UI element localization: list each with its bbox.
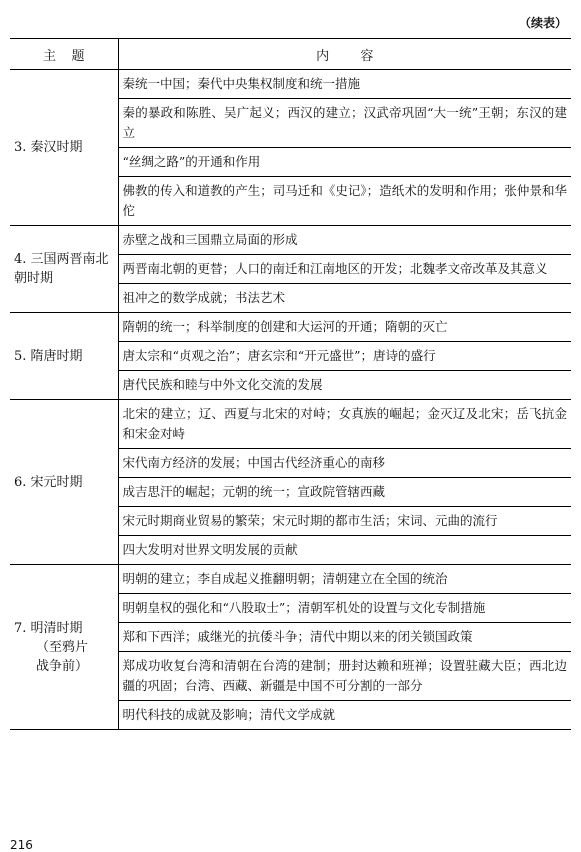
topic-cell — [10, 313, 118, 400]
table-row — [10, 226, 571, 255]
topic-line: 3. 秦汉时期 — [14, 140, 83, 155]
content-cell: “丝绸之路”的开通和作用 — [118, 148, 571, 177]
table-row — [10, 565, 571, 594]
content-cell: 明朝的建立；李自成起义推翻明朝；清朝建立在全国的统治 — [118, 565, 571, 594]
content-cell: 郑和下西洋；戚继光的抗倭斗争；清代中期以来的闭关锁国政策 — [118, 623, 571, 652]
table-row — [10, 400, 571, 449]
header-content: 内容 — [118, 39, 571, 70]
topic-line: 战争前） — [36, 658, 89, 674]
topic-cell — [10, 226, 118, 313]
content-cell: 明代科技的成就及影响；清代文学成就 — [118, 701, 571, 730]
topic-line: 朝时期 — [14, 271, 54, 286]
topic-line: （至鸦片 — [36, 639, 89, 655]
topics-table — [10, 38, 571, 730]
content-cell: 隋朝的统一；科举制度的创建和大运河的开通；隋朝的灭亡 — [118, 313, 571, 342]
table-row — [10, 70, 571, 99]
content-cell: 佛教的传入和道教的产生；司马迁和《史记》；造纸术的发明和作用；张仲景和华佗 — [118, 177, 571, 226]
content-cell: 秦的暴政和陈胜、吴广起义；西汉的建立；汉武帝巩固“大一统”王朝；东汉的建立 — [118, 99, 571, 148]
topic-cell — [10, 565, 118, 730]
topic-cell — [10, 400, 118, 565]
content-cell: 明朝皇权的强化和“八股取士”；清朝军机处的设置与文化专制措施 — [118, 594, 571, 623]
continued-label: （续表） — [518, 16, 567, 30]
header-topic: 主题 — [10, 39, 118, 70]
content-cell: 秦统一中国；秦代中央集权制度和统一措施 — [118, 70, 571, 99]
content-cell: 郑成功收复台湾和清朝在台湾的建制；册封达赖和班禅；设置驻藏大臣；西北边疆的巩固；台湾、西藏、新疆是中国不可分割的一部分 — [118, 652, 571, 701]
content-cell: 赤壁之战和三国鼎立局面的形成 — [118, 226, 571, 255]
topic-line: 5. 隋唐时期 — [14, 348, 83, 364]
content-cell: 两晋南北朝的更替；人口的南迁和江南地区的开发；北魏孝文帝改革及其意义 — [118, 255, 571, 284]
content-cell: 宋代南方经济的发展；中国古代经济重心的南移 — [118, 449, 571, 478]
content-cell: 唐太宗和“贞观之治”；唐玄宗和“开元盛世”；唐诗的盛行 — [118, 342, 571, 371]
content-cell: 北宋的建立；辽、西夏与北宋的对峙；女真族的崛起；金灭辽及北宋；岳飞抗金和宋金对峙 — [118, 400, 571, 449]
content-cell: 四大发明对世界文明发展的贡献 — [118, 536, 571, 565]
page-number: 216 — [10, 838, 33, 852]
content-cell: 唐代民族和睦与中外文化交流的发展 — [118, 371, 571, 400]
table-header-row — [10, 39, 571, 70]
content-cell: 成吉思汗的崛起；元朝的统一；宣政院管辖西藏 — [118, 478, 571, 507]
content-cell: 宋元时期商业贸易的繁荣；宋元时期的都市生活；宋词、元曲的流行 — [118, 507, 571, 536]
topic-line: 4. 三国两晋南北 — [14, 252, 109, 267]
table-body — [10, 70, 571, 730]
topic-cell — [10, 70, 118, 226]
table-row — [10, 313, 571, 342]
topic-line: 7. 明清时期 — [14, 620, 83, 636]
content-cell: 祖冲之的数学成就；书法艺术 — [118, 284, 571, 313]
topic-line: 6. 宋元时期 — [14, 474, 83, 490]
